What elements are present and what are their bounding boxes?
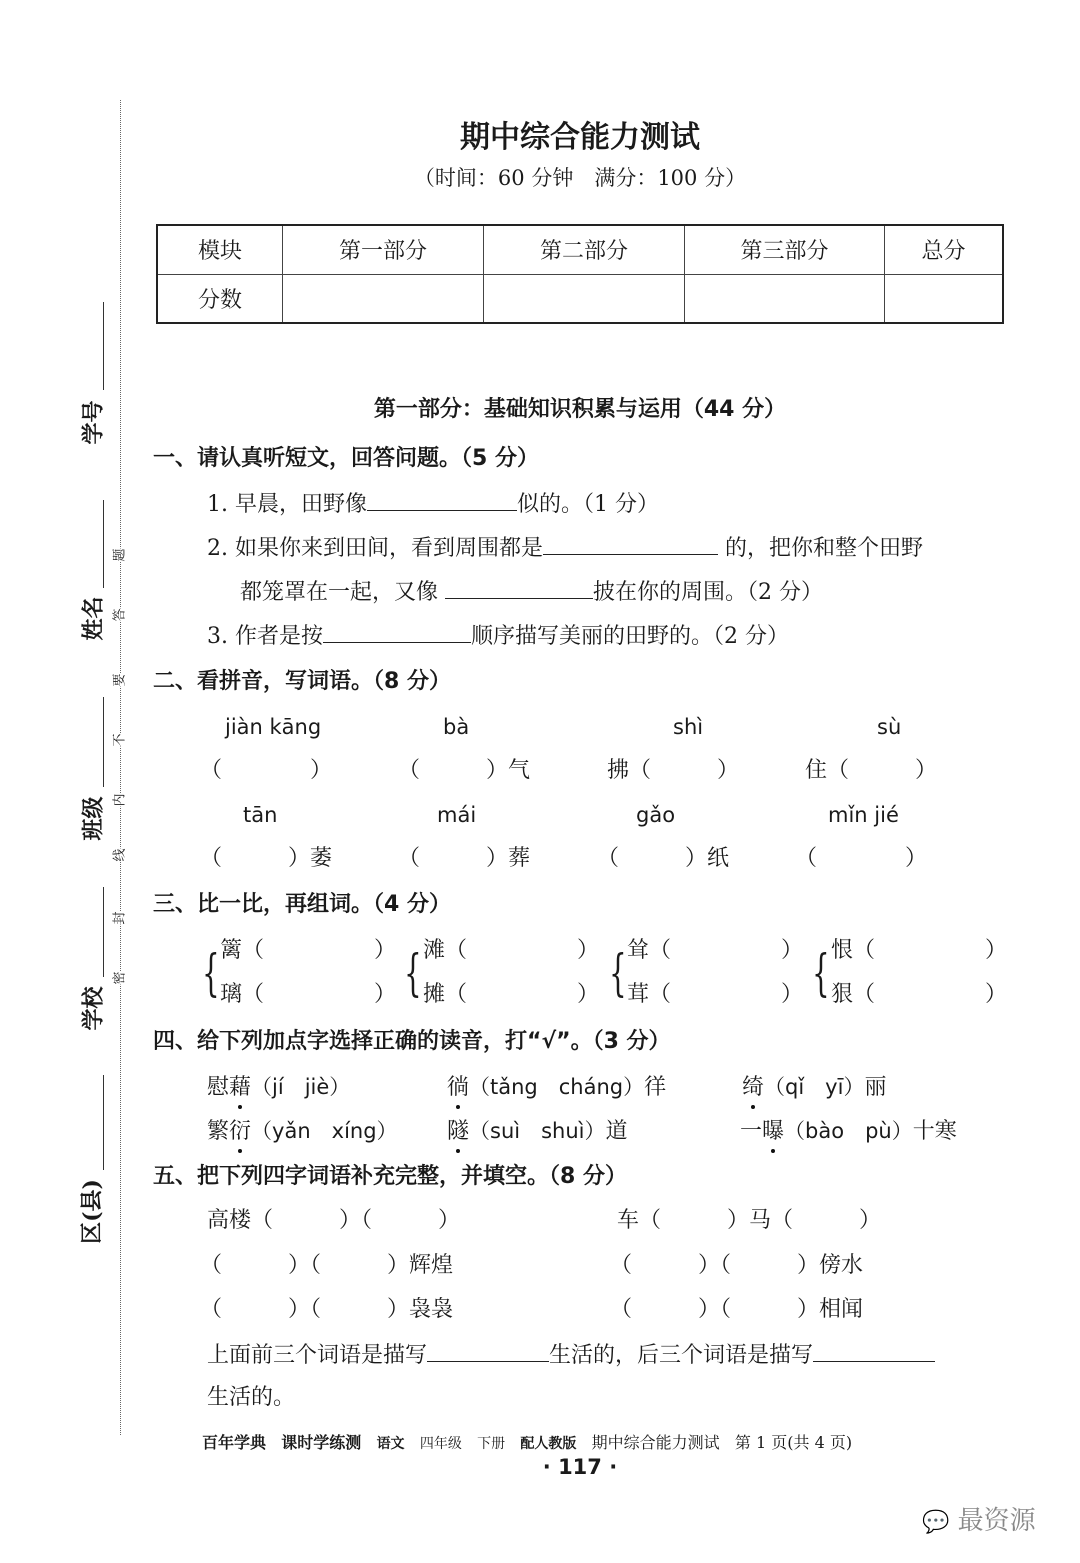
pronunciation-item[interactable]: 一曝（bào pù）十寒 (740, 1116, 957, 1147)
word-answer[interactable]: （ ） (795, 846, 928, 871)
score-cell[interactable] (685, 274, 885, 323)
answer-blank[interactable] (427, 1339, 549, 1362)
page-number: · 117 · (542, 1455, 618, 1479)
seal-char: 不 (112, 733, 128, 747)
word-answer[interactable]: （ ） (200, 758, 333, 783)
compare-word: 滩（ ） (423, 938, 600, 963)
page-subtitle: （时间：60 分钟 满分：100 分） (413, 166, 747, 190)
class-line[interactable] (103, 697, 104, 787)
pinyin-options: （jí jiè） (251, 1075, 351, 1099)
score-cell[interactable] (885, 274, 1004, 323)
seal-dotted-line (120, 100, 121, 1435)
word-answer[interactable]: （ ）萎 (200, 846, 333, 871)
pinyin: jiàn kāng (225, 715, 322, 739)
name-line[interactable] (103, 500, 104, 588)
table-header: 第二部分 (484, 225, 685, 274)
field-name-label: 姓名 (80, 596, 107, 641)
pinyin: sù (877, 715, 902, 739)
compare-word: 璃（ ） (220, 982, 397, 1007)
brace-icon: { (202, 944, 220, 1002)
idiom-item[interactable]: 车（ ）马（ ） (617, 1208, 882, 1233)
score-cell[interactable] (283, 274, 484, 323)
answer-blank[interactable] (543, 532, 718, 555)
q4-heading: 四、给下列加点字选择正确的读音，打“√”。（3 分） (153, 1029, 671, 1054)
score-cell[interactable] (484, 274, 685, 323)
idiom-item[interactable]: （ ）（ ）相闻 (610, 1297, 864, 1322)
table-row-label: 分数 (157, 274, 283, 323)
answer-blank[interactable] (445, 576, 593, 599)
word-answer[interactable]: 住（ ） (805, 758, 938, 783)
part1-heading: 第一部分：基础知识积累与运用（44 分） (373, 397, 787, 422)
q5-fill-end: 生活的。 (207, 1385, 296, 1410)
pinyin-options: （qǐ yī） (764, 1075, 865, 1099)
dotted-char: 衍 (229, 1117, 251, 1147)
word-answer[interactable]: （ ）葬 (398, 846, 531, 871)
q5-heading: 五、把下列四字词语补充完整，并填空。（8 分） (153, 1164, 627, 1189)
compare-word: 耸（ ） (627, 938, 804, 963)
brace-icon: { (812, 944, 830, 1002)
idiom-item[interactable]: （ ）（ ）袅袅 (200, 1297, 454, 1322)
seal-char: 答 (112, 608, 128, 622)
footer: 百年学典 课时学练测 语文 四年级 下册 配人教版 期中综合能力测试 第 1 页(共 4 页) (202, 1433, 853, 1452)
field-class-label: 班级 (80, 796, 107, 841)
word-answer[interactable]: （ ）纸 (597, 846, 730, 871)
table-header: 总分 (885, 225, 1004, 274)
pinyin: mǐn jié (828, 803, 899, 827)
table-header: 模块 (157, 225, 283, 274)
q1-item-3: 3. 作者是按 顺序描写美丽的田野的。（2 分） (207, 620, 789, 652)
q1-heading: 一、请认真听短文，回答问题。（5 分） (153, 446, 539, 471)
district-line[interactable] (103, 1075, 104, 1170)
field-school-label: 学校 (80, 986, 107, 1031)
field-district-label: 区(县) (78, 1179, 105, 1244)
dotted-char: 徜 (447, 1073, 469, 1103)
idiom-item[interactable]: （ ）（ ）傍水 (610, 1253, 864, 1278)
score-table (156, 224, 1004, 324)
pronunciation-item[interactable]: 慰藉（jí jiè） (207, 1072, 350, 1103)
pinyin: gǎo (636, 803, 676, 827)
word-answer[interactable]: （ ）气 (398, 758, 531, 783)
dotted-char: 隧 (447, 1117, 469, 1147)
dotted-char: 曝 (762, 1117, 784, 1147)
pinyin: tān (243, 803, 278, 827)
compare-word: 狠（ ） (831, 982, 1008, 1007)
answer-blank[interactable] (813, 1339, 935, 1362)
seal-char: 要 (112, 673, 128, 687)
page-title: 期中综合能力测试 (460, 120, 700, 155)
answer-blank[interactable] (323, 620, 471, 643)
pinyin-options: （yǎn xíng） (251, 1119, 398, 1143)
seal-char: 密 (112, 971, 128, 985)
q1-item-2: 2. 如果你来到田间，看到周围都是 的，把你和整个田野 (207, 532, 923, 564)
brace-icon: { (404, 944, 422, 1002)
pinyin: shì (673, 715, 704, 739)
idiom-item[interactable]: （ ）（ ）辉煌 (200, 1253, 454, 1278)
field-student-id-label: 学号 (80, 400, 107, 445)
brace-icon: { (609, 944, 627, 1002)
pronunciation-item[interactable]: 徜（tǎng cháng）徉 (447, 1072, 666, 1103)
compare-word: 摊（ ） (423, 982, 600, 1007)
table-header: 第三部分 (685, 225, 885, 274)
q1-item-2-cont: 都笼罩在一起，又像 披在你的周围。（2 分） (240, 576, 823, 608)
word-answer[interactable]: 拂（ ） (607, 758, 740, 783)
seal-char: 线 (112, 848, 128, 862)
seal-char: 封 (112, 911, 128, 925)
q2-heading: 二、看拼音，写词语。（8 分） (153, 669, 451, 694)
compare-word: 茸（ ） (627, 982, 804, 1007)
pinyin-options: （suì shuì） (469, 1119, 606, 1143)
q3-heading: 三、比一比，再组词。（4 分） (153, 892, 451, 917)
compare-word: 恨（ ） (831, 938, 1008, 963)
idiom-item[interactable]: 高楼（ ）（ ） (207, 1208, 461, 1233)
pinyin: bà (443, 715, 470, 739)
watermark: 💬 最资源 (922, 1506, 1036, 1536)
q1-item-1: 1. 早晨，田野像 似的。（1 分） (207, 488, 659, 520)
seal-char: 内 (112, 793, 128, 807)
dotted-char: 绮 (742, 1073, 764, 1103)
table-header: 第一部分 (283, 225, 484, 274)
q5-fill: 上面前三个词语是描写 生活的，后三个词语是描写 (207, 1339, 935, 1371)
wechat-icon: 💬 (922, 1510, 950, 1535)
pronunciation-item[interactable]: 绮（qǐ yī）丽 (742, 1072, 886, 1103)
student-id-line[interactable] (103, 302, 104, 390)
pronunciation-item[interactable]: 繁衍（yǎn xíng） (207, 1116, 398, 1147)
school-line[interactable] (103, 887, 104, 977)
seal-char: 题 (112, 548, 128, 562)
pinyin: mái (437, 803, 477, 827)
pronunciation-item[interactable]: 隧（suì shuì）道 (447, 1116, 628, 1147)
compare-word: 篱（ ） (220, 938, 397, 963)
pinyin-options: （tǎng cháng） (469, 1075, 645, 1099)
answer-blank[interactable] (367, 488, 517, 511)
dotted-char: 藉 (229, 1073, 251, 1103)
pinyin-options: （bào pù） (784, 1119, 913, 1143)
